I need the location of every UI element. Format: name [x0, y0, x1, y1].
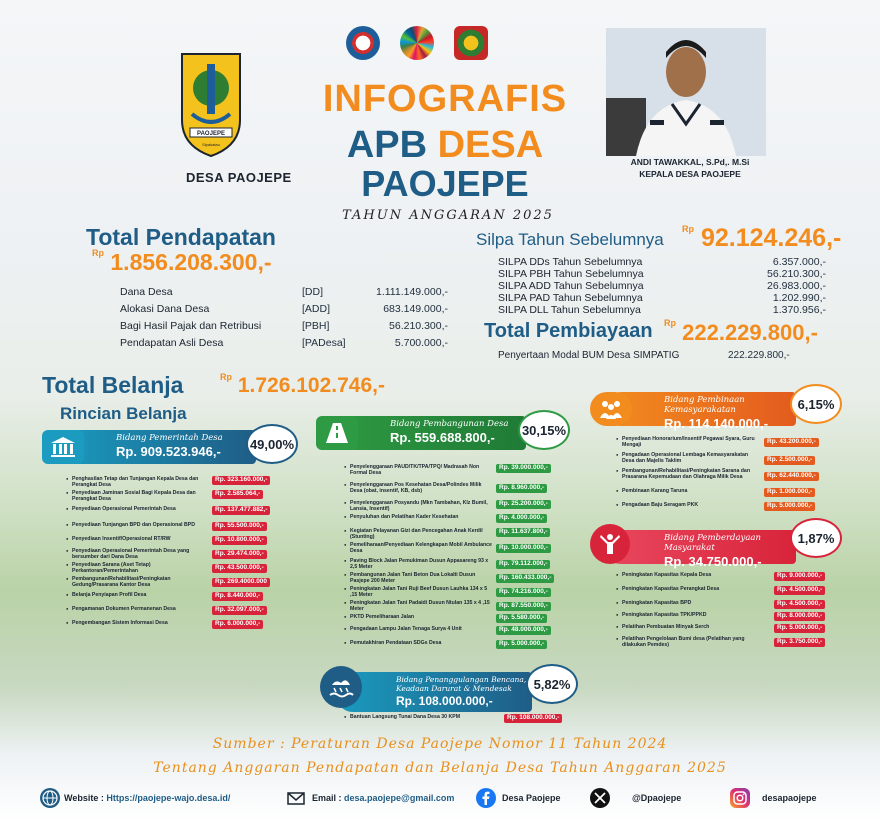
- list-item-label: ● Peningkatan Jalan Tani Ruji Beef Dusun Lauhka 134 x 5 ,15 Meter: [344, 586, 494, 598]
- silpa-item-value: 1.202.990,-: [772, 292, 826, 304]
- community-people-icon: [590, 392, 632, 426]
- silpa-value: 92.124.246,-: [700, 224, 842, 252]
- bidang-bencana-title-line1: Bidang Penanggulangan Bencana,: [396, 675, 527, 684]
- website-url[interactable]: Https://paojepe-wajo.desa.id/: [106, 793, 231, 803]
- list-item-value: Rp. 9.000.000,-: [774, 572, 825, 581]
- bidang-bencana-amount: Rp. 108.000.000,-: [396, 694, 493, 708]
- list-item-label: ● Kegiatan Pelayanan Gizi dan Pencegahan Anak Kerdil (Stunting): [344, 528, 494, 540]
- list-item-label: ● Belanja Penyiapan Profil Desa: [66, 592, 206, 598]
- list-item-value: Rp. 43.200.000,-: [764, 438, 819, 447]
- bidang-pembinaan-banner: [604, 392, 796, 431]
- list-item-label: ● Pembangunan/Rehabilitasi/Peningkatan Gedung/Prasarana Kantor Desa: [66, 576, 206, 588]
- silpa-item-value: 56.210.300,-: [767, 268, 826, 280]
- list-item-label: ● Penyediaan Honorarium/Insentif Pegawai Syara, Guru Mengaji: [616, 436, 756, 448]
- bidang-pembinaan-title: Bidang Pembinaan Kemasyarakatan: [664, 395, 745, 415]
- list-item-value: Rp. 108.000.000,-: [504, 714, 562, 723]
- list-item-value: Rp. 79.112.000,-: [496, 560, 550, 569]
- globe-icon: [40, 788, 60, 808]
- list-item-label: ● Penyediaan Operasional Pemerintah Desa: [66, 506, 206, 512]
- list-item-label: ● Pemeliharaan/Penyediaan Kelengkapan Mobil Ambulance Desa: [344, 542, 494, 554]
- income-label: Alokasi Dana Desa: [120, 303, 210, 315]
- list-item-value: Rp. 87.550.000,-: [496, 602, 551, 611]
- bidang-pembangunan-amount: Rp. 559.688.800,-: [390, 430, 495, 445]
- source-line1: Sumber : Peraturan Desa Paojepe Nomor 11 Tahun 2024: [212, 736, 668, 752]
- bidang-pemerintah-amount: Rp. 909.523.946,-: [116, 444, 221, 459]
- email-label: Email :: [312, 793, 342, 803]
- rincian-belanja-title: Rincian Belanja: [60, 404, 187, 423]
- rp-label: Rp: [220, 372, 232, 382]
- list-item-value: Rp. 32.097.000,-: [212, 606, 267, 615]
- list-item-label: ● Peningkatan Kapasitas Perangkat Desa: [616, 586, 766, 592]
- bidang-pemberdayaan-list: [616, 572, 836, 652]
- list-item-value: Rp. 3.750.000,-: [774, 638, 825, 647]
- bidang-pembinaan-amount: Rp. 114.140.000,-: [664, 416, 769, 431]
- list-item-value: Rp. 25.200.000,-: [496, 500, 551, 509]
- total-belanja-title: Total Belanja: [42, 372, 184, 398]
- title-apb-desa: [300, 124, 590, 167]
- list-item-value: Rp. 5.000.000,-: [496, 640, 547, 649]
- village-head-caption: [600, 156, 780, 180]
- list-item-value: Rp. 160.433.000,-: [496, 574, 554, 583]
- total-pendapatan-value: 1.856.208.300,-: [110, 249, 272, 275]
- list-item-value: Rp. 4.000.000,-: [496, 514, 547, 523]
- government-building-icon: [42, 430, 84, 464]
- list-item-label: ● Penyediaan Sarana (Aset Tetap) Perkantoran/Pemerintahan: [66, 562, 206, 574]
- list-item-label: ● Penyelenggaraan Pos Kesehatan Desa/Polindes Milik Desa (obat, insentif, KB, dsb): [344, 482, 494, 494]
- list-item-value: Rp. 2.500.000,-: [764, 456, 815, 465]
- silpa-item-label: SILPA PAD Tahun Sebelumnya: [498, 292, 643, 304]
- pembiayaan-item-value: 222.229.800,-: [728, 350, 790, 361]
- silpa-item-value: 1.370.956,-: [772, 304, 826, 316]
- total-pembiayaan-title: Total Pembiayaan: [484, 320, 653, 342]
- bidang-pembangunan-list: [344, 464, 564, 654]
- income-code: [PADesa]: [302, 337, 346, 349]
- income-label: Bagi Hasil Pajak dan Retribusi: [120, 320, 262, 332]
- list-item-label: ● Pembangunan/Rehabilitasi/Peningkatan Sarana dan Prasarana Kepemudaan dan Olahraga Milik Desa: [616, 468, 756, 480]
- rp-label: Rp: [664, 318, 676, 328]
- desa-name: DESA PAOJEPE: [186, 170, 292, 185]
- list-item-label: ● Peningkatan Kapasitas TPK/PPKD: [616, 612, 766, 618]
- bidang-pembangunan-banner: [330, 416, 526, 450]
- income-code: [PBH]: [302, 320, 330, 332]
- village-head-photo: [606, 28, 766, 156]
- rp-label: Rp: [92, 248, 104, 258]
- income-code: [ADD]: [302, 303, 331, 315]
- bidang-bencana-banner: [336, 672, 532, 712]
- total-pembiayaan-amount: [664, 318, 818, 346]
- empowerment-person-icon: [590, 524, 630, 564]
- list-item-value: Rp. 11.637.800,-: [496, 528, 550, 537]
- bidang-bencana-percent: 5,82%: [526, 664, 578, 704]
- income-value: 5.700.000,-: [394, 337, 448, 349]
- list-item-label: ● Pelatihan Pembuatan Minyak Serch: [616, 624, 766, 630]
- silpa-item-label: SILPA DDs Tahun Sebelumnya: [498, 256, 643, 268]
- partner-logos: [346, 26, 488, 60]
- x-handle[interactable]: @Dpaojepe: [632, 793, 682, 803]
- list-item-label: ● Pembinaan Karang Taruna: [616, 488, 756, 494]
- portrait-icon: [606, 28, 766, 156]
- title-paojepe: PAOJEPE: [361, 163, 529, 204]
- village-head-name: ANDI TAWAKKAL, S.Pd,. M.Si: [630, 157, 750, 167]
- silpa-amount: [682, 224, 841, 253]
- bidang-pemberdayaan-amount: Rp. 34.750.000,-: [664, 554, 762, 569]
- bidang-pemerintah-banner: [56, 430, 256, 464]
- bidang-pemberdayaan-title: Bidang Pemberdayaan Masyarakat: [664, 533, 761, 553]
- sdgs-wheel-icon: [400, 26, 434, 60]
- list-item-value: Rp. 4.500.000,-: [774, 586, 825, 595]
- list-item-label: ● Penyediaan Operasional Pemerintah Desa yang bersumber dari Dana Desa: [66, 548, 206, 560]
- pembiayaan-item-label: Penyertaan Modal BUM Desa SIMPATIG: [498, 350, 680, 361]
- list-item-value: Rp. 137.477.882,-: [212, 506, 270, 515]
- list-item-label: ● Pembangunan Jalan Tani Beton Dua Lokalti Dusun Pasjepe 200 Meter: [344, 572, 494, 584]
- list-item-label: ● Bantuan Langsung Tunai Dana Desa 30 KPM: [344, 714, 494, 720]
- list-item-value: Rp. 323.160.000,-: [212, 476, 270, 485]
- silpa-title: Silpa Tahun Sebelumnya: [476, 230, 664, 249]
- total-pendapatan-amount: [92, 248, 272, 276]
- desa-logo-shield-icon: [178, 50, 244, 158]
- silpa-item-value: 26.983.000,-: [767, 280, 826, 292]
- list-item-label: ● Peningkatan Jalan Tani Padaidi Dusun Ntulan 135 x 4 ,15 Meter: [344, 600, 494, 612]
- list-item-label: ● Peningkatan Kapasitas BPD: [616, 600, 766, 606]
- bidang-pemberdayaan-percent: 1,87%: [790, 518, 842, 558]
- website-link[interactable]: [64, 793, 230, 803]
- list-item-value: Rp. 5.000.000,-: [764, 502, 815, 511]
- email-address[interactable]: desa.paojepe@gmail.com: [344, 793, 455, 803]
- list-item-value: Rp. 62.440.000,-: [764, 472, 819, 481]
- bidang-bencana-title-line2: Keadaan Darurat & Mendesak: [396, 684, 512, 693]
- logo-motto: Sipakatau: [202, 142, 220, 147]
- list-item-label: ● Pengadaan Operasional Lembaga Kemasyarakatan Desa dan Majelis Taklim: [616, 452, 756, 464]
- total-pendapatan-title: Total Pendapatan: [86, 224, 276, 250]
- income-code: [DD]: [302, 286, 323, 298]
- facebook-handle[interactable]: Desa Paojepe: [502, 793, 561, 803]
- list-item-value: Rp. 55.500.000,-: [212, 522, 267, 531]
- list-item-label: ● Penyuluhan dan Pelatihan Kader Kesehatan: [344, 514, 494, 520]
- list-item-label: ● Penghasilan Tetap dan Tunjangan Kepala Desa dan Perangkat Desa: [66, 476, 206, 488]
- title-desa: DESA: [437, 124, 544, 166]
- silpa-item-label: SILPA PBH Tahun Sebelumnya: [498, 268, 644, 280]
- road-icon: [316, 416, 358, 450]
- income-value: 56.210.300,-: [389, 320, 448, 332]
- email-link[interactable]: [312, 793, 454, 803]
- bidang-pembinaan-percent: 6,15%: [790, 384, 842, 424]
- source-line2: Tentang Anggaran Pendapatan dan Belanja Desa Tahun Anggaran 2025: [153, 760, 727, 776]
- bidang-pemerintah-title: Bidang Pemerintah Desa: [116, 433, 223, 443]
- list-item-label: ● Peningkatan Kapasitas Kepala Desa: [616, 572, 766, 578]
- total-pembiayaan-value: 222.229.800,-: [682, 320, 818, 345]
- bidang-pemberdayaan-banner: [604, 530, 796, 569]
- list-item-label: ● Penyediaan Tunjangan BPD dan Operasional BPD: [66, 522, 206, 528]
- list-item-value: Rp. 48.000.000,-: [496, 626, 551, 635]
- list-item-label: ● Penyelenggaraan Posyandu (Mkn Tambahan, Klz Bumil, Lansia, Insentif): [344, 500, 494, 512]
- list-item-label: ● Pengadaan Lampu Jalan Tenaga Surya 4 Unit: [344, 626, 494, 632]
- disaster-flood-icon: [320, 666, 362, 708]
- income-label: Pendapatan Asli Desa: [120, 337, 224, 349]
- income-value: 683.149.000,-: [383, 303, 448, 315]
- title-apb: APB: [346, 124, 428, 166]
- list-item-value: Rp. 43.500.000,-: [212, 564, 267, 573]
- title-infografis: INFOGRAFIS: [322, 78, 568, 120]
- list-item-label: ● Pengembangan Sistem Informasi Desa: [66, 620, 206, 626]
- list-item-value: Rp. 39.000.000,-: [496, 464, 551, 473]
- bidang-pemerintah-percent: 49,00%: [246, 424, 298, 464]
- income-label: Dana Desa: [120, 286, 173, 298]
- list-item-value: Rp. 10.800.000,-: [212, 536, 267, 545]
- list-item-label: ● Paving Block Jalan Pemukiman Dusun Appasareng 93 x 2,5 Meter: [344, 558, 494, 570]
- list-item-label: ● PKTD Pemeliharaan Jalan: [344, 614, 494, 620]
- list-item-label: ● Pelatihan Pengelolaan Bumi desa (Pelatihan yang dilakukan Pemdes): [616, 636, 766, 648]
- logo-caption: PAOJEPE: [197, 131, 225, 137]
- facebook-icon: [476, 788, 496, 808]
- kemendes-logo-icon: [346, 26, 380, 60]
- list-item-label: ● Penyediaan Jaminan Sosial Bagi Kepala Desa dan Perangkat Desa: [66, 490, 206, 502]
- instagram-icon: [730, 788, 750, 808]
- list-item-value: Rp. 29.474.000,-: [212, 550, 267, 559]
- kabupaten-logo-icon: [454, 26, 488, 60]
- list-item-value: Rp. 6.000.000,-: [212, 620, 263, 629]
- bidang-pembinaan-list: [616, 436, 836, 516]
- x-twitter-icon: [590, 788, 610, 808]
- list-item-value: Rp. 74.216.000,-: [496, 588, 551, 597]
- list-item-value: Rp. 8.000.000,-: [774, 612, 825, 621]
- list-item-value: Rp. 10.000.000,-: [496, 544, 551, 553]
- list-item-label: ● Penyediaan Insentif/Operasional RT/RW: [66, 536, 206, 542]
- list-item-label: ● Penyelenggaraan PAUD/TK/TPA/TPQ/ Madrasah Non Formal Desa: [344, 464, 494, 476]
- income-value: 1.111.149.000,-: [375, 286, 448, 298]
- silpa-item-value: 6.357.000,-: [772, 256, 826, 268]
- list-item-value: Rp. 8.960.000,-: [496, 484, 547, 493]
- website-label: Website :: [64, 793, 104, 803]
- rp-label: Rp: [682, 224, 694, 234]
- list-item-value: Rp. 5.000.000,-: [774, 624, 825, 633]
- list-item-label: ● Pengamanan Dokumen Permanenan Desa: [66, 606, 206, 612]
- total-belanja-value: 1.726.102.746,-: [237, 374, 385, 397]
- list-item-value: Rp. 1.000.000,-: [764, 488, 815, 497]
- fiscal-year: TAHUN ANGGARAN 2025: [342, 208, 554, 223]
- email-icon: [286, 788, 306, 808]
- bidang-pembangunan-percent: 30,15%: [518, 410, 570, 450]
- list-item-value: Rp. 269.4000.000: [212, 578, 270, 587]
- bidang-pemerintah-list: [66, 476, 276, 636]
- instagram-handle[interactable]: desapaojepe: [762, 793, 817, 803]
- list-item-label: ● Pengadaan Baju Seragam PKK: [616, 502, 756, 508]
- silpa-item-label: SILPA DLL Tahun Sebelumnya: [498, 304, 641, 316]
- list-item-value: Rp. 2.585.064,-: [212, 490, 263, 499]
- total-belanja-amount: [220, 372, 385, 398]
- silpa-item-label: SILPA ADD Tahun Sebelumnya: [498, 280, 644, 292]
- list-item-value: Rp. 5.580.000,-: [496, 614, 547, 623]
- list-item-value: Rp. 8.440.000,-: [212, 592, 263, 601]
- village-head-title: KEPALA DESA PAOJEPE: [639, 169, 741, 179]
- bidang-pembangunan-title: Bidang Pembangunan Desa: [390, 419, 509, 429]
- list-item-label: ● Pemutakhiran Pendataan SDGs Desa: [344, 640, 494, 646]
- list-item-value: Rp. 4.500.000,-: [774, 600, 825, 609]
